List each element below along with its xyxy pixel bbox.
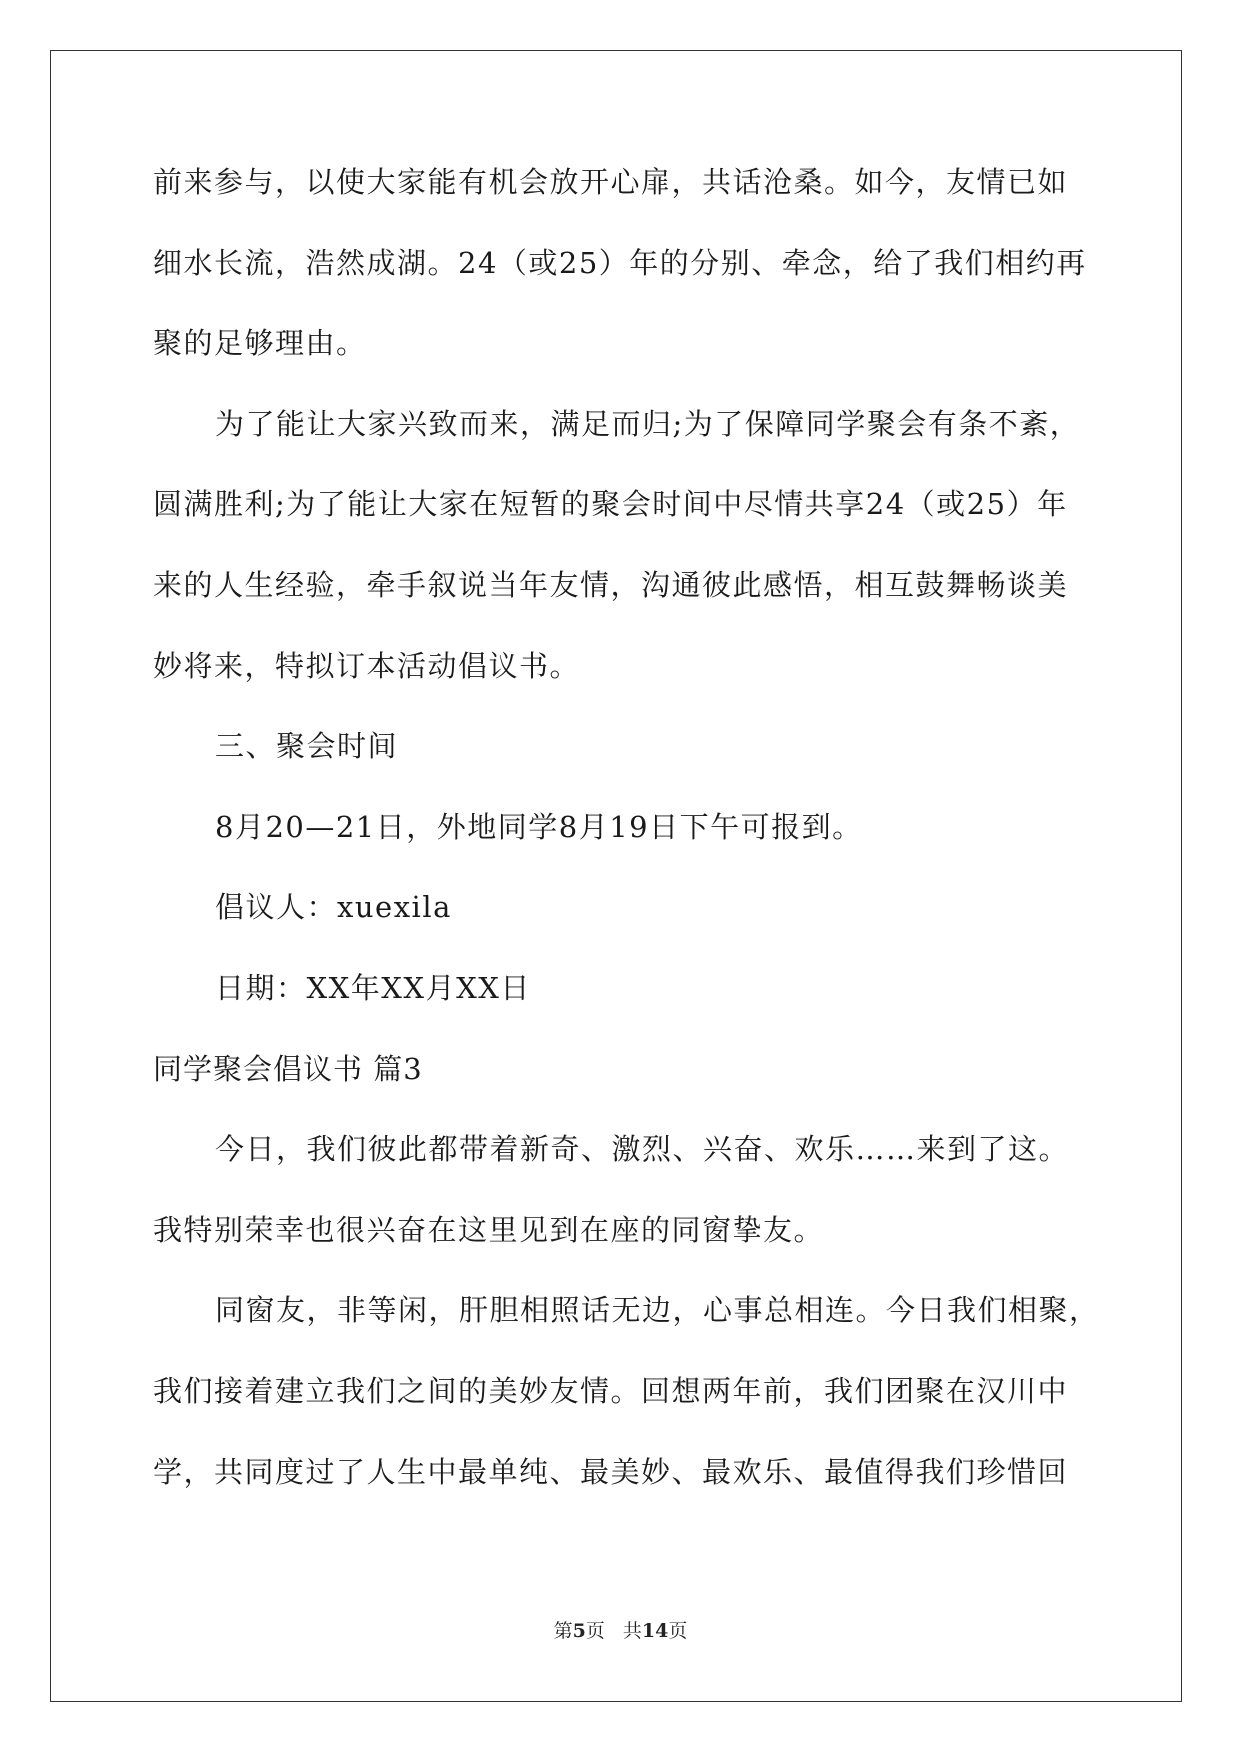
body-line: 同窗友，非等闲，肝胆相照话无边，心事总相连。今日我们相聚， [215,1293,1100,1328]
body-line: 圆满胜利;为了能让大家在短暂的聚会时间中尽情共享24（或25）年 [153,487,1068,522]
body-line: 妙将来，特拟订本活动倡议书。 [153,648,581,683]
initiator-line: 倡议人：xuexila [215,890,452,925]
body-line: 今日，我们彼此都带着新奇、激烈、兴奋、欢乐……来到了这。 [215,1132,1070,1167]
body-line: 学，共同度过了人生中最单纯、最美妙、最欢乐、最值得我们珍惜回 [153,1454,1069,1489]
section-heading: 三、聚会时间 [215,729,399,764]
body-line: 8月20—21日，外地同学8月19日下午可报到。 [215,809,863,844]
body-line: 来的人生经验，牵手叙说当年友情，沟通彼此感悟，相互鼓舞畅谈美 [153,567,1069,602]
body-line: 细水长流，浩然成湖。24（或25）年的分别、牵念，给了我们相约再 [153,245,1087,280]
page-footer [0,1619,1241,1643]
page-prefix: 第 [553,1620,573,1642]
body-line: 我们接着建立我们之间的美妙友情。回想两年前，我们团聚在汉川中 [153,1373,1069,1408]
total-prefix: 共 [622,1620,642,1642]
body-line: 聚的足够理由。 [153,326,367,361]
date-line: 日期：XX年XX月XX日 [215,970,531,1005]
body-line: 为了能让大家兴致而来，满足而归;为了保障同学聚会有条不紊， [215,406,1081,441]
total-page-count: 14 [641,1620,669,1642]
page-label: 页 [585,1620,605,1642]
article-title: 同学聚会倡议书 篇3 [153,1051,423,1086]
current-page-number: 5 [572,1620,586,1642]
total-suffix: 页 [668,1620,688,1642]
body-line: 前来参与，以使大家能有机会放开心扉，共话沧桑。如今，友情已如 [153,165,1069,199]
document-body [153,162,1100,1532]
body-line: 我特别荣幸也很兴奋在这里见到在座的同窗挚友。 [153,1212,825,1247]
